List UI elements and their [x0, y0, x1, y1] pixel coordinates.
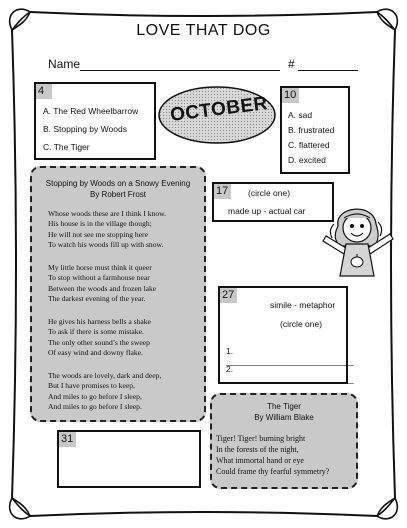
question-27-box — [218, 286, 354, 384]
name-field-line[interactable] — [80, 70, 280, 71]
frost-stanza-4: The woods are lovely, dark and deep, But I have promises to keep, And miles to go before I sleep, And miles to go before I sleep. — [48, 371, 162, 411]
question-10-box — [280, 86, 350, 174]
q27-blank-1[interactable]: 1. ___________________________ — [226, 346, 354, 366]
q27-instruction: (circle one) — [280, 319, 323, 329]
question-17-number: 17 — [214, 184, 231, 199]
q17-choices[interactable]: made up - actual car — [228, 206, 306, 216]
name-label: Name — [48, 57, 81, 71]
q10-option-d[interactable]: D. excited — [288, 155, 326, 165]
number-label: # — [288, 57, 295, 71]
q27-blank-2[interactable]: 2. ___________________________ — [226, 364, 354, 384]
question-17-box — [212, 182, 334, 222]
question-31-box — [57, 430, 201, 488]
question-4-box — [34, 82, 156, 160]
month-label: OCTOBER — [169, 93, 270, 126]
q4-option-a[interactable]: A. The Red Wheelbarrow — [43, 106, 139, 116]
q10-option-b[interactable]: B. frustrated — [288, 125, 335, 135]
blake-poem-author: By William Blake — [254, 413, 314, 422]
girl-clipart — [320, 196, 398, 288]
q17-instruction: (circle one) — [248, 188, 291, 198]
question-27-number: 27 — [220, 288, 237, 303]
q4-option-c[interactable]: C. The Tiger — [43, 142, 90, 152]
q10-option-c[interactable]: C. flattered — [288, 140, 330, 150]
blake-poem-text: Tiger! Tiger! burning bright In the forests of the night, What immortal hand or eye Could frame thy fearful symmetry? — [216, 434, 330, 476]
frost-stanza-2: My little horse must think it queer To stop without a farmhouse near Between the woods and frozen lake The darkest evening of the year. — [48, 263, 157, 303]
number-field-line[interactable] — [298, 70, 358, 71]
question-10-number: 10 — [282, 88, 299, 103]
frost-poem-author: By Robert Frost — [89, 190, 146, 199]
frost-stanza-1: Whose woods these are I think I know. His house is in the village though; He will not see me stopping here To watch his woods fill up with snow. — [48, 209, 167, 249]
q10-option-a[interactable]: A. sad — [288, 110, 313, 120]
frost-stanza-3: He gives his harness bells a shake To ask if there is some mistake. The only other sound’s the sweep Of easy wind and downy flake. — [48, 317, 151, 357]
q27-choices[interactable]: simile - metaphor — [270, 300, 336, 310]
blake-poem-title: The Tiger — [267, 402, 301, 411]
blake-poem-panel — [210, 393, 358, 489]
frost-poem-panel — [30, 166, 206, 422]
question-31-number: 31 — [59, 432, 76, 447]
worksheet-title: LOVE THAT DOG — [136, 22, 271, 39]
frost-poem-title: Stopping by Woods on a Snowy Evening — [45, 179, 191, 188]
q4-option-b[interactable]: B. Stopping by Woods — [43, 124, 127, 134]
question-4-number: 4 — [36, 84, 52, 99]
